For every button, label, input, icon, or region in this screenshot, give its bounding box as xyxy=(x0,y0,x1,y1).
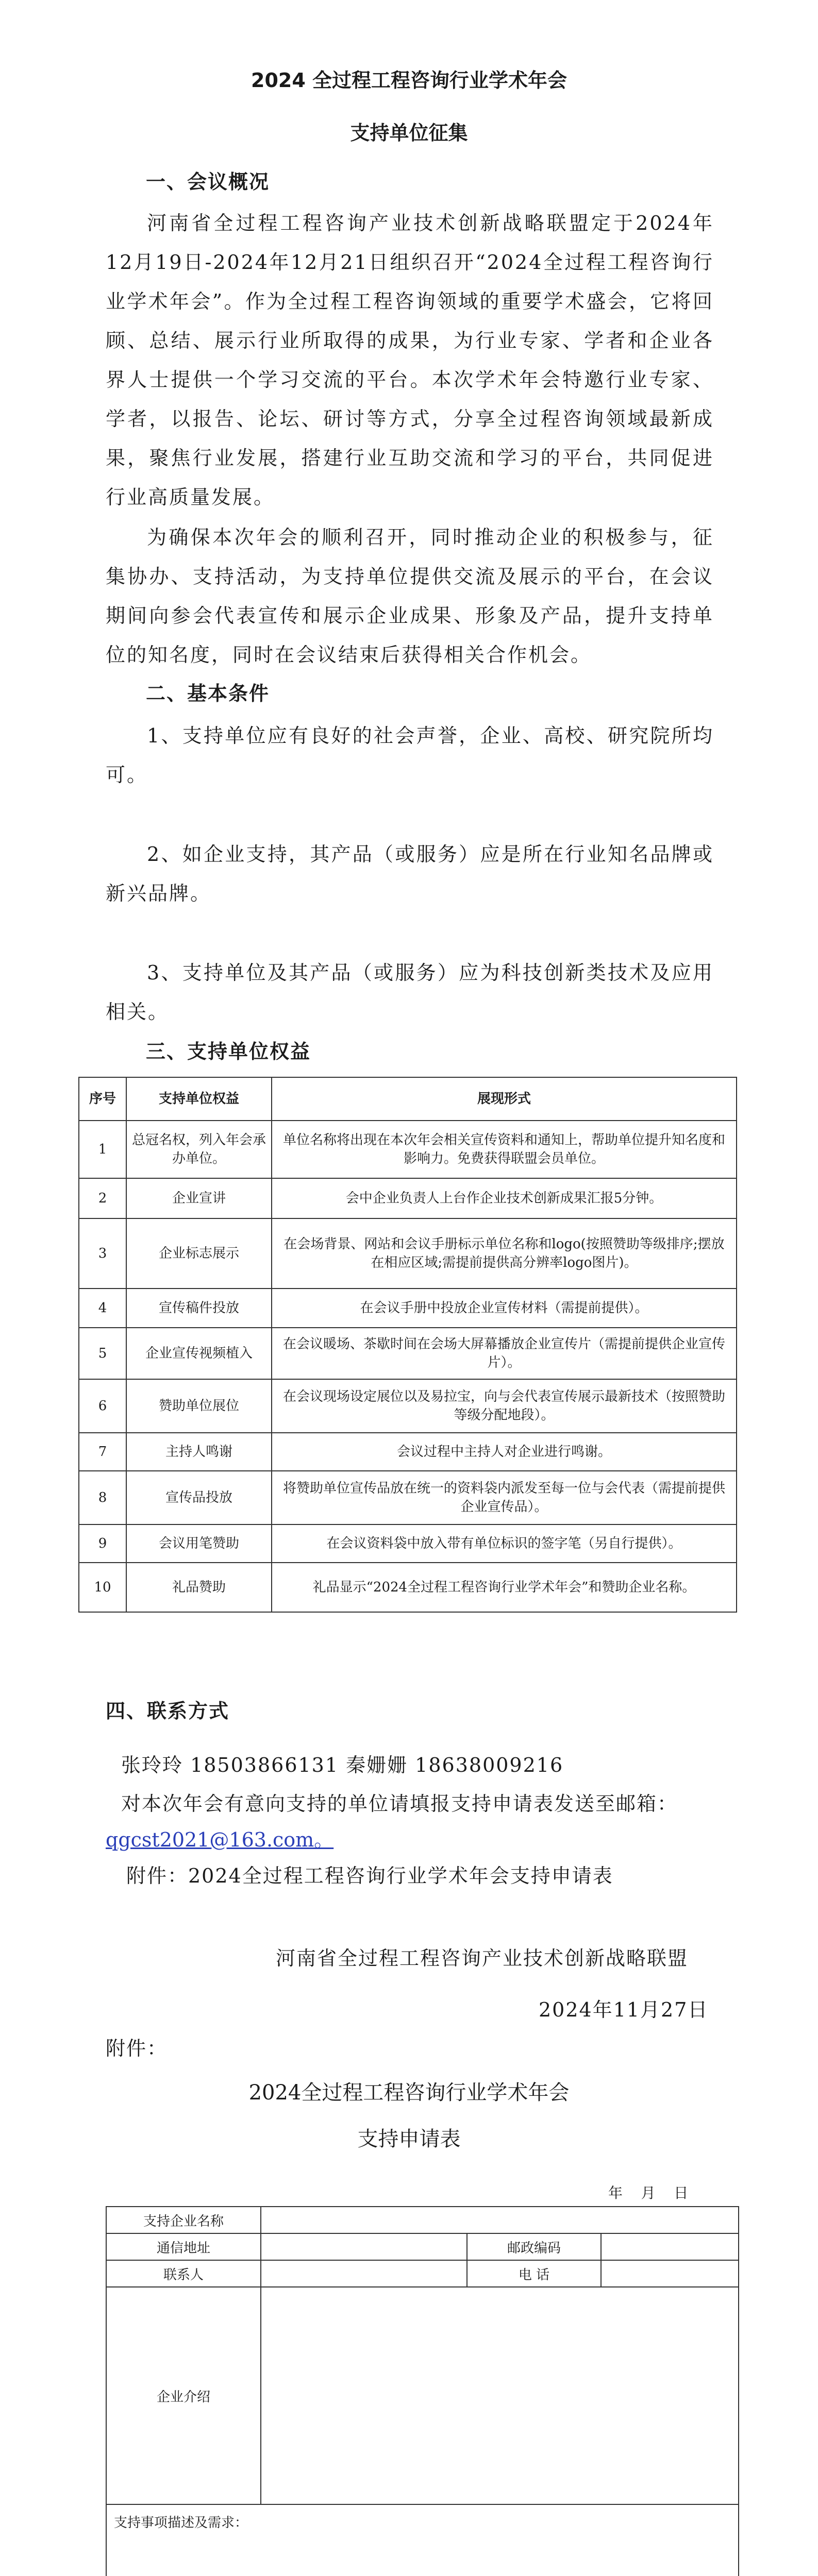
form-row-contact xyxy=(107,2261,738,2287)
row-right: 企业标志展示 xyxy=(126,1218,272,1289)
table-row xyxy=(79,1289,737,1328)
section-heading-overview: 一、会议概况 xyxy=(146,171,270,193)
row-number: 5 xyxy=(79,1328,126,1379)
condition-2: 2、如企业支持，其产品（或服务）应是所在行业知名品牌或新兴品牌。 xyxy=(106,843,714,905)
condition-3: 3、支持单位及其产品（或服务）应为科技创新类技术及应用相关。 xyxy=(106,961,714,1023)
row-right: 企业宣传视频植入 xyxy=(126,1328,272,1379)
rights-table xyxy=(78,1077,737,1613)
row-form: 会议过程中主持人对企业进行鸣谢。 xyxy=(272,1433,737,1471)
table-row xyxy=(79,1433,737,1471)
application-form xyxy=(106,2206,739,2576)
row-right: 总冠名权，列入年会承办单位。 xyxy=(126,1121,272,1178)
row-right: 主持人鸣谢 xyxy=(126,1433,272,1471)
header-right: 支持单位权益 xyxy=(126,1077,272,1121)
row-form: 在会议资料袋中放入带有单位标识的签字笔（另自行提供）。 xyxy=(272,1524,737,1563)
issuing-organization: 河南省全过程工程咨询产业技术创新战略联盟 xyxy=(276,1947,689,1970)
table-row xyxy=(79,1471,737,1524)
address-field[interactable] xyxy=(261,2234,468,2260)
row-form: 在会议暖场、茶歇时间在会场大屏幕播放企业宣传片（需提前提供企业宣传片）。 xyxy=(272,1328,737,1379)
company-intro-label: 企业介绍 xyxy=(107,2287,261,2504)
appendix-title: 2024全过程工程咨询行业学术年会 xyxy=(248,2081,570,2105)
row-right: 宣传品投放 xyxy=(126,1471,272,1524)
appendix-subtitle: 支持申请表 xyxy=(357,2127,461,2151)
table-row xyxy=(79,1178,737,1218)
phone-field[interactable] xyxy=(602,2261,738,2286)
form-row-address xyxy=(107,2234,738,2261)
row-right: 会议用笔赞助 xyxy=(126,1524,272,1563)
section-heading-contact: 四、联系方式 xyxy=(106,1700,230,1722)
row-form: 将赞助单位宣传品放在统一的资料袋内派发至每一位与会代表（需提前提供企业宣传品）。 xyxy=(272,1471,737,1524)
attachment-note: 附件：2024全过程工程咨询行业学术年会支持申请表 xyxy=(126,1865,613,1887)
row-number: 2 xyxy=(79,1178,126,1218)
address-label: 通信地址 xyxy=(107,2234,261,2260)
overview-paragraph-2: 为确保本次年会的顺利召开，同时推动企业的积极参与，征集协办、支持活动，为支持单位提供交流及展示的平台，在会议期间向参会代表宣传和展示企业成果、形象及产品，提升支持单位的知名度，同时在会议结束后获得相关合作机会。 xyxy=(106,526,714,666)
email-link[interactable]: qgcst2021@163.com。 xyxy=(106,1828,334,1851)
table-header-row xyxy=(79,1077,737,1121)
header-number: 序号 xyxy=(79,1077,126,1121)
postcode-field[interactable] xyxy=(602,2234,738,2260)
section-heading-rights: 三、支持单位权益 xyxy=(146,1040,311,1063)
row-form: 在会议现场设定展位以及易拉宝，向与会代表宣传展示最新技术（按照赞助等级分配地段）。 xyxy=(272,1379,737,1433)
row-right: 企业宣讲 xyxy=(126,1178,272,1218)
row-number: 9 xyxy=(79,1524,126,1563)
row-right: 宣传稿件投放 xyxy=(126,1289,272,1328)
table-row xyxy=(79,1379,737,1433)
row-right: 礼品赞助 xyxy=(126,1563,272,1612)
row-form: 在会场背景、网站和会议手册标示单位名称和logo(按照赞助等级排序;摆放在相应区域;需提前提供高分辨率logo图片)。 xyxy=(272,1218,737,1289)
row-number: 1 xyxy=(79,1121,126,1178)
company-intro-field[interactable] xyxy=(261,2287,738,2504)
row-number: 7 xyxy=(79,1433,126,1471)
table-row xyxy=(79,1218,737,1289)
table-row xyxy=(79,1563,737,1612)
row-number: 10 xyxy=(79,1563,126,1612)
document-title: 2024 全过程工程咨询行业学术年会 xyxy=(251,69,567,92)
form-row-intro xyxy=(107,2287,738,2505)
section-heading-conditions: 二、基本条件 xyxy=(146,682,270,705)
contact-persons: 张玲玲 18503866131 秦姗姗 18638009216 xyxy=(121,1754,564,1776)
row-form: 礼品显示“2024全过程工程咨询行业学术年会”和赞助企业名称。 xyxy=(272,1563,737,1612)
appendix-label: 附件： xyxy=(106,2037,168,2060)
table-row xyxy=(79,1121,737,1178)
support-matters-label: 支持事项描述及需求： xyxy=(114,2515,248,2531)
form-row-matters[interactable] xyxy=(107,2505,738,2576)
phone-label: 电 话 xyxy=(468,2261,602,2286)
issue-date: 2024年11月27日 xyxy=(539,1998,709,2021)
submission-instruction: 对本次年会有意向支持的单位请填报支持申请表发送至邮箱： xyxy=(121,1792,678,1815)
overview-paragraph-1: 河南省全过程工程咨询产业技术创新战略联盟定于2024年12月19日-2024年12月21日组织召开“2024全过程工程咨询行业学术年会”。作为全过程工程咨询领域的重要学术盛会，它将回顾、总结、展示行业所取得的成果，为行业专家、学者和企业各界人士提供一个学习交流的平台。本次学术年会特邀行业专家、学者，以报告、论坛、研讨等方式，分享全过程咨询领域最新成果，聚焦行业发展，搭建行业互助交流和学习的平台，共同促进行业高质量发展。 xyxy=(106,212,714,509)
document-subtitle: 支持单位征集 xyxy=(350,122,468,144)
row-form: 单位名称将出现在本次年会相关宣传资料和通知上，帮助单位提升知名度和影响力。免费获得联盟会员单位。 xyxy=(272,1121,737,1178)
row-number: 6 xyxy=(79,1379,126,1433)
form-date-fields: 年 月 日 xyxy=(608,2184,689,2201)
row-form: 在会议手册中投放企业宣传材料（需提前提供）。 xyxy=(272,1289,737,1328)
form-row-company xyxy=(107,2207,738,2234)
row-number: 8 xyxy=(79,1471,126,1524)
contact-person-label: 联系人 xyxy=(107,2261,261,2286)
company-name-label: 支持企业名称 xyxy=(107,2207,261,2233)
row-form: 会中企业负责人上台作企业技术创新成果汇报5分钟。 xyxy=(272,1178,737,1218)
postcode-label: 邮政编码 xyxy=(468,2234,602,2260)
contact-person-field[interactable] xyxy=(261,2261,468,2286)
header-form: 展现形式 xyxy=(272,1077,737,1121)
table-row xyxy=(79,1328,737,1379)
company-name-field[interactable] xyxy=(261,2207,738,2233)
row-number: 3 xyxy=(79,1218,126,1289)
table-row xyxy=(79,1524,737,1563)
condition-1: 1、支持单位应有良好的社会声誉，企业、高校、研究院所均可。 xyxy=(106,724,714,786)
row-number: 4 xyxy=(79,1289,126,1328)
row-right: 赞助单位展位 xyxy=(126,1379,272,1433)
